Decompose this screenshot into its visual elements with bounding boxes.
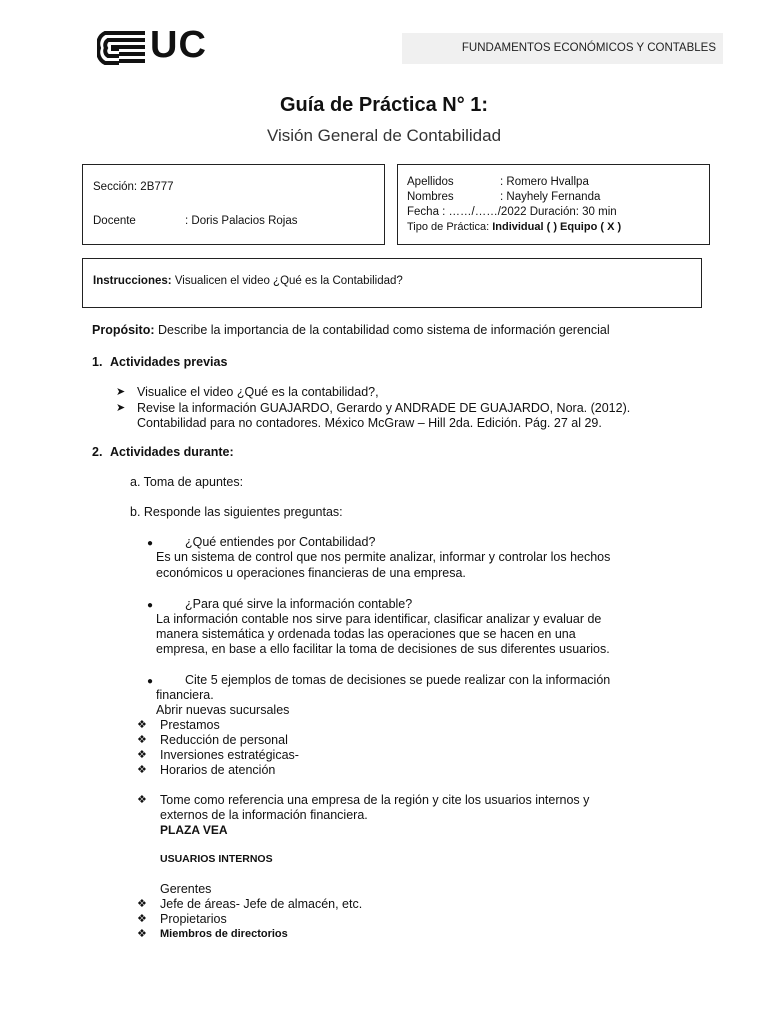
internal-user-1: Jefe de áreas- Jefe de almacén, etc. [160, 897, 363, 911]
section-field: Sección: 2B777 [93, 181, 174, 193]
decision-item-4: Horarios de atención [160, 763, 276, 777]
question-1: ¿Qué entiendes por Contabilidad? [185, 535, 376, 549]
answer-1-line-1: Es un sistema de control que nos permite analizar, informar y controlar los hechos [156, 550, 611, 564]
section2-number: 2. [92, 445, 103, 459]
diamond-bullet-icon: ❖ [137, 734, 147, 746]
arrow-bullet-icon: ➤ [116, 402, 126, 414]
activity-a: a. Toma de apuntes: [130, 475, 244, 489]
logo-text: UC [150, 24, 207, 66]
section1-heading: Actividades previas [110, 355, 228, 369]
decision-item-2: Reducción de personal [160, 733, 288, 747]
internal-user-2: Propietarios [160, 912, 227, 926]
section2-heading: Actividades durante: [110, 445, 234, 459]
section1-number: 1. [92, 355, 103, 369]
teacher-value: : Doris Palacios Rojas [185, 215, 298, 227]
question-3-line-2: financiera. [156, 688, 214, 702]
section1-item-1: Visualice el video ¿Qué es la contabilidad?, [137, 385, 379, 399]
diamond-bullet-icon: ❖ [137, 928, 147, 940]
answer-1-line-2: económicos u operaciones financieras de una empresa. [156, 566, 466, 580]
answer-3-first: Abrir nuevas sucursales [156, 703, 290, 717]
decision-item-1: Prestamos [160, 718, 220, 732]
arrow-bullet-icon: ➤ [116, 386, 126, 398]
practice-type-label: Tipo de Práctica: [407, 221, 490, 233]
diamond-bullet-icon: ❖ [137, 719, 147, 731]
question-4-line-1: Tome como referencia una empresa de la región y cite los usuarios internos y [160, 793, 590, 807]
diamond-bullet-icon: ❖ [137, 764, 147, 776]
dot-bullet-icon: ● [147, 538, 154, 549]
internal-user-first: Gerentes [160, 882, 212, 896]
instructions-text: Visualicen el video ¿Qué es la Contabilidad? [174, 275, 403, 287]
internal-user-3: Miembros de directorios [160, 928, 288, 940]
date-line: Fecha : ……/……/2022 Duración: 30 min [407, 206, 617, 218]
practice-type-value: Individual ( ) Equipo ( X ) [492, 221, 622, 233]
instructions [93, 274, 403, 288]
course-name: FUNDAMENTOS ECONÓMICOS Y CONTABLES [461, 42, 716, 54]
dot-bullet-icon: ● [147, 676, 154, 687]
diamond-bullet-icon: ❖ [137, 749, 147, 761]
teacher-label: Docente [93, 215, 136, 227]
question-4-line-2: externos de la información financiera. [160, 808, 368, 822]
question-3-line-1: Cite 5 ejemplos de tomas de decisiones se puede realizar con la información [185, 673, 611, 687]
company-name: PLAZA VEA [160, 823, 228, 837]
dot-bullet-icon: ● [147, 600, 154, 611]
internal-users-heading: USUARIOS INTERNOS [160, 853, 273, 865]
section1-item-2-cont: Contabilidad para no contadores. México McGraw – Hill 2da. Edición. Pág. 27 al 29. [137, 416, 602, 430]
answer-2-line-2: manera sistemática y ordenada todas las operaciones que se hacen en una [156, 627, 576, 641]
page-title: Guía de Práctica N° 1: [279, 94, 489, 116]
surname-label: Apellidos [407, 176, 454, 188]
surname-value: : Romero Hvallpa [500, 176, 589, 188]
instructions-label: Instrucciones: [93, 275, 172, 287]
names-label: Nombres [407, 191, 454, 203]
answer-2-line-1: La información contable nos sirve para identificar, clasificar analizar y evaluar de [156, 612, 602, 626]
purpose-text: Describe la importancia de la contabilidad como sistema de información gerencial [157, 323, 610, 337]
decision-item-3: Inversiones estratégicas- [160, 748, 299, 762]
section1-item-2: Revise la información GUAJARDO, Gerardo y ANDRADE DE GUAJARDO, Nora. (2012). [137, 401, 631, 415]
page-subtitle: Visión General de Contabilidad [266, 126, 502, 145]
diamond-bullet-icon: ❖ [137, 794, 147, 806]
purpose [92, 323, 610, 338]
diamond-bullet-icon: ❖ [137, 913, 147, 925]
activity-b: b. Responde las siguientes preguntas: [130, 505, 343, 519]
purpose-label: Propósito: [92, 323, 155, 337]
answer-2-line-3: empresa, en base a ello facilitar la toma de decisiones de sus diferentes usuarios. [156, 642, 610, 656]
practice-type [407, 220, 621, 234]
names-value: : Nayhely Fernanda [500, 191, 601, 203]
info-box-left [82, 164, 385, 245]
question-2: ¿Para qué sirve la información contable? [185, 597, 413, 611]
diamond-bullet-icon: ❖ [137, 898, 147, 910]
